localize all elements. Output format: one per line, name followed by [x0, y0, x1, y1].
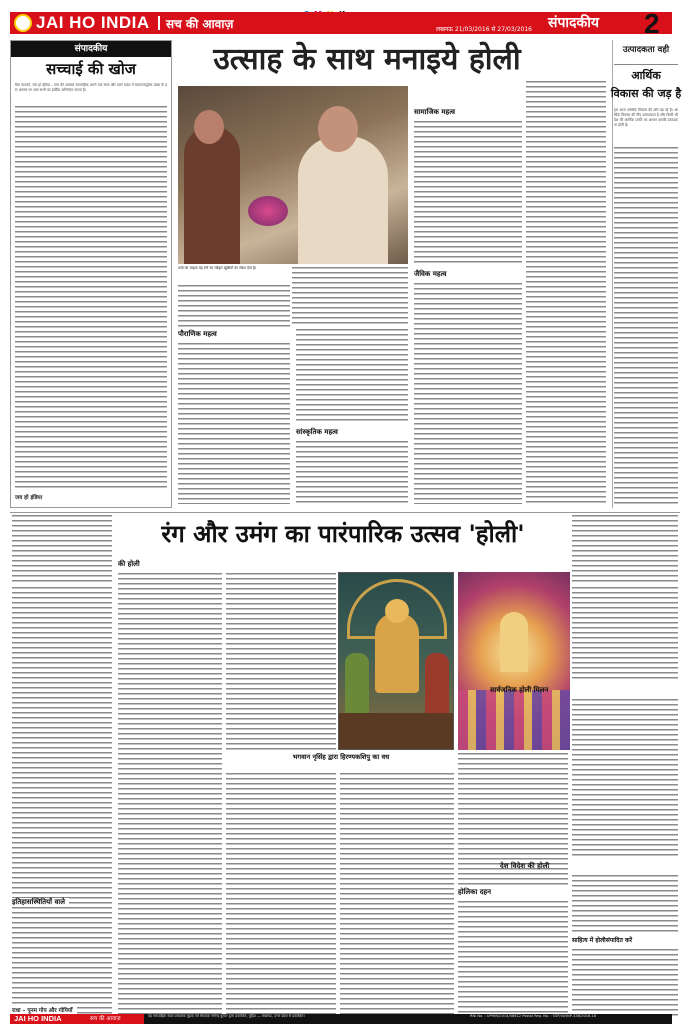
photo-person-right-face [318, 106, 358, 152]
masthead-bar [10, 12, 672, 34]
second-col4-body-b [458, 900, 568, 1016]
masthead-tagline: सच की आवाज़ [166, 17, 234, 31]
footer-tagline: सच की आवाज़ [90, 1016, 121, 1022]
painting-narasimha-figure [375, 613, 419, 693]
masthead-logo-text: JAI HO INDIA [36, 13, 150, 32]
photo-person-right [298, 136, 388, 264]
editorial-title: सच्चाई की खोज [46, 60, 136, 78]
second-sub-foreign: देश विदेश की होली [500, 862, 550, 870]
editorial-body [15, 105, 167, 489]
main-col3-body-b [414, 282, 522, 504]
editorial-sign: जय हो इंडिया [15, 495, 43, 501]
holi-festival-photo [458, 572, 570, 750]
painting-base [339, 713, 454, 750]
main-sub-samajik: सामाजिक महत्व [414, 108, 456, 116]
second-headline: रंग और उमंग का पारंपारिक उत्सव 'होली' [161, 520, 525, 548]
main-sub-jaivik: जैविक महत्व [414, 270, 447, 278]
sidebar-kicker: उत्पादकता वही [622, 45, 670, 55]
photo-caption: शर्मा का चाहता यह रंगों का त्योहार खुशियों का संदेश देता है। [178, 266, 257, 270]
masthead-date: लखनऊ 21/03/2016 से 27/03/2016 [436, 26, 532, 33]
masthead-section: संपादकीय [548, 15, 599, 31]
brand-logo-icon [14, 14, 32, 32]
page-number: 2 [644, 8, 660, 39]
main-col1-body-a [178, 284, 290, 328]
caption-body [292, 266, 408, 326]
painting-left-attendant [345, 653, 369, 713]
footer-registration: RNI No. : UPHIN/2014/58612 Postal Reg. No. : SSP/LW/NP-338/2016-18 [470, 1014, 597, 1018]
narasimha-painting [338, 572, 454, 750]
main-col2-body-b [296, 440, 408, 504]
editorial-column [10, 40, 172, 508]
sidebar-lead: हम आज आर्थिक विकास की ओर बढ़ रहे हैं। आर्थिक विकास की नींव उत्पादकता है और किसी भी देश की आर्थिक प्रगति का आधार उसकी उत्पादकता होती है। [614, 108, 678, 127]
second-col-right-top [572, 514, 678, 584]
painting-figure-head [385, 599, 409, 623]
main-col1-body-b [178, 342, 290, 504]
main-sub-pauranik: पौराणिक महत्व [178, 330, 217, 338]
main-col3-body-a [414, 120, 522, 266]
main-col2-body-a [296, 328, 408, 424]
second-byline: राधा – पूनम गोप और गोपियाँ [12, 1006, 77, 1014]
main-sub-sanskritik: सांस्कृतिक महत्व [296, 428, 338, 436]
second-col0-body-a [12, 514, 112, 584]
editorial-lead: प्रिय पाठकों, जय हो इंडिया – सच की आवाज साप्ताहिक अपने एक साल और उत्तर प्रदेश में सफलतापूर्वक प्रवेश के इस अवसर पर आप सभी का हार्दिक अभिनंदन करता है। [15, 83, 167, 92]
sidebar-body [614, 146, 678, 504]
second-col2-body-b [226, 772, 336, 1016]
registration-marks-top [300, 2, 360, 12]
second-sub-social: सार्वजनिक होली मिलन [490, 686, 549, 694]
footer-bar [10, 1014, 672, 1024]
footer-logo-text: JAI HO INDIA [14, 1014, 62, 1023]
photo-color-powder [248, 196, 288, 226]
sidebar-title-1: आर्थिक [631, 69, 661, 82]
second-col0-body-b [12, 586, 112, 1016]
second-col5-body-c [572, 874, 678, 932]
photo-crowd [458, 690, 570, 750]
second-col5-body-a [572, 586, 678, 682]
main-col4-body [526, 80, 606, 504]
photo-person-left [184, 126, 240, 264]
second-col2-body-a [226, 572, 336, 752]
second-col3-body [340, 772, 454, 1016]
second-col5-body-b [572, 698, 678, 858]
painting-caption: भगवान नृसिंह द्वारा हिरण्यकशिपु का वध [292, 753, 390, 761]
second-sub-prahlad: होलिका दहन [458, 888, 492, 896]
holi-celebration-photo [178, 86, 408, 264]
masthead-divider [158, 16, 160, 30]
second-col5-body-d [572, 948, 678, 1016]
editorial-label: संपादकीय [11, 41, 171, 57]
photo-person-left-face [194, 110, 224, 144]
sidebar-title-2: विकास की जड़ है [610, 87, 682, 100]
footer-imprint: यह साप्ताहिक स्वत्व प्रकाशक मुद्रक एवं संपादक नागेन्द्र कुमार द्वारा प्रकाशित, मुद्रित — लखनऊ, उत्तर प्रदेश से प्रकाशित। [148, 1014, 305, 1018]
main-headline: उत्साह के साथ मनाइये होली [213, 42, 521, 77]
second-sub-literature: साहित्य में होलीसंपादित करें [572, 937, 633, 944]
second-col1-body [118, 572, 222, 1016]
second-sub-holi: की होली [118, 560, 140, 568]
photo-idol [500, 612, 528, 672]
second-sub-history: इतिहासस्थितियों वाले [12, 898, 69, 907]
sidebar-divider [614, 64, 678, 65]
painting-right-attendant [425, 653, 449, 713]
